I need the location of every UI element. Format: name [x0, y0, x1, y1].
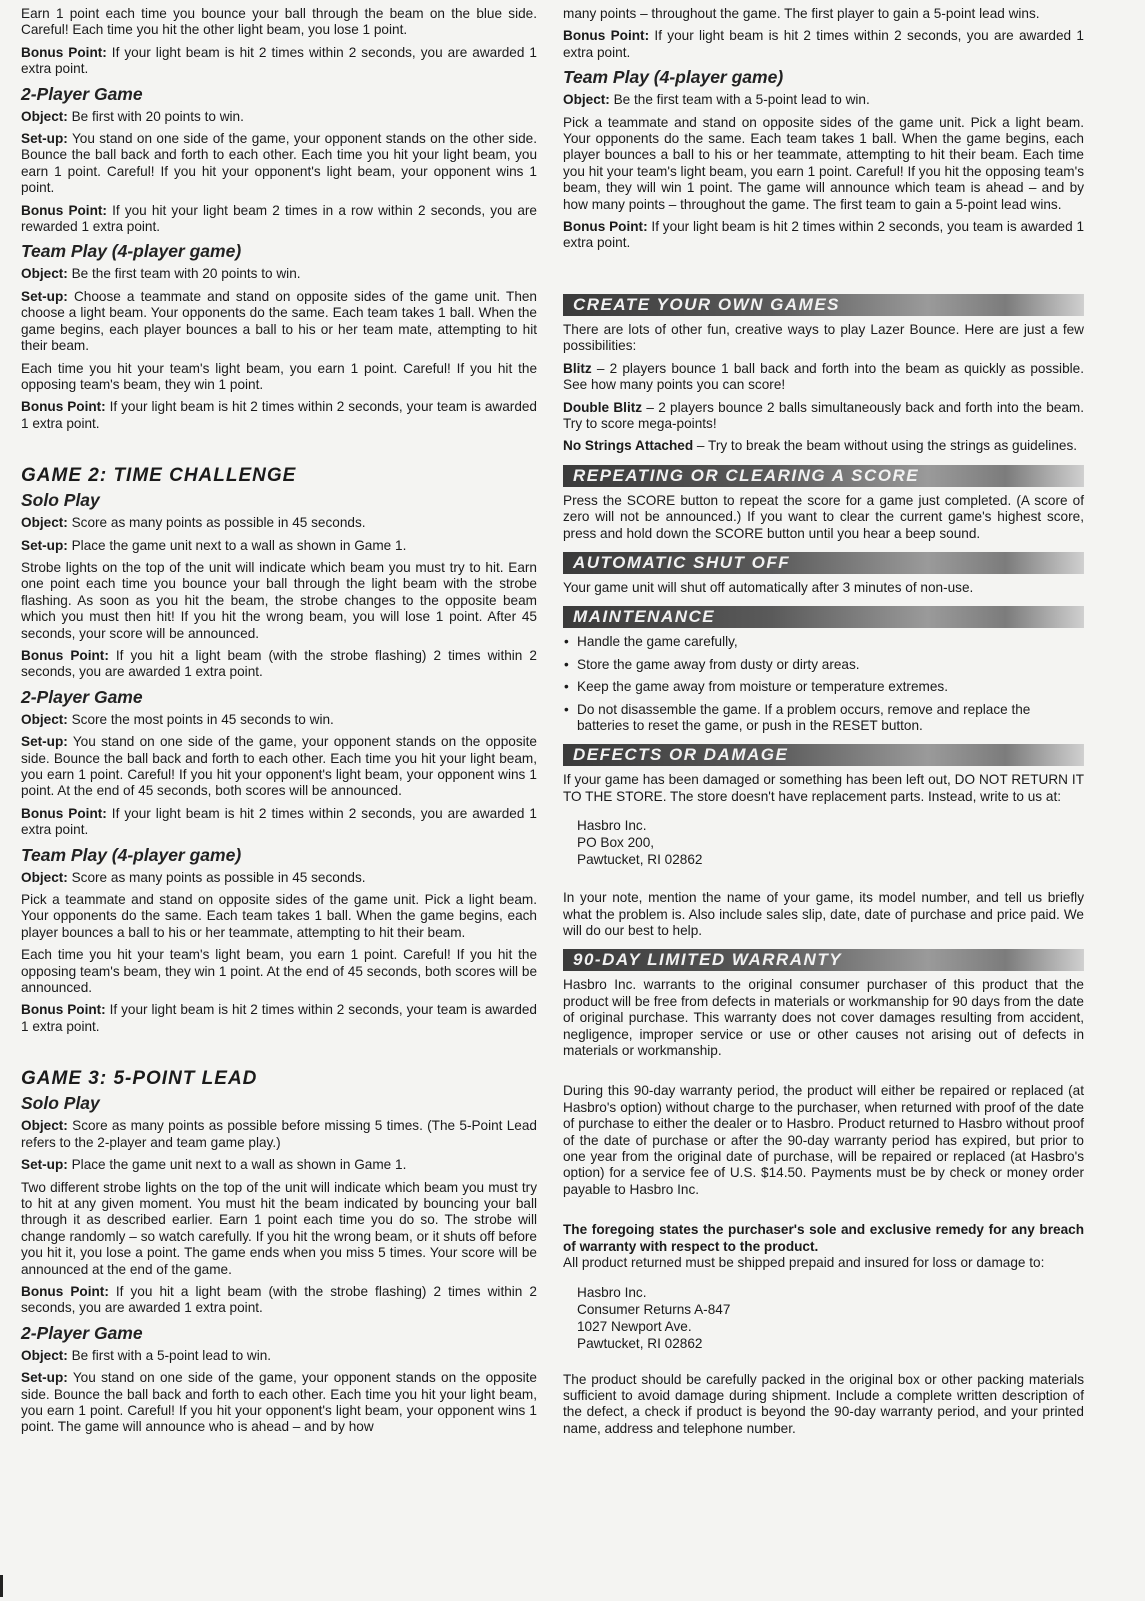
intro-text: Earn 1 point each time you bounce your ball through the beam on the blue side. Careful! Each time you hit the other light beam, you lose 1 point. — [21, 6, 537, 38]
list-item: • Keep the game away from moisture or temperature extremes. — [577, 679, 1084, 695]
game2-two-bonus: Bonus Point: If your light beam is hit 2 times within 2 seconds, you are awarded 1 extra point. — [21, 805, 537, 838]
g1-two-object: Object: Be first with 20 points to win. — [21, 108, 244, 124]
game3-solo-title: Solo Play — [21, 1093, 100, 1114]
maintenance-list — [563, 634, 1084, 734]
game2-team-object: Object: Score as many points as possible in 45 seconds. — [21, 869, 366, 885]
game3-two-title: 2-Player Game — [21, 1322, 143, 1343]
g1-team-setup: Set-up: Choose a teammate and stand on opposite sides of the game unit. Then choose a light beam. Your opponents do the same. Each team takes 1 ball. When the game begins, each player bounces a ball to his or her team mate, attempting to hit their beam. — [21, 288, 537, 354]
game2-two-object: Object: Score the most points in 45 seconds to win. — [21, 711, 334, 727]
defects-note: In your note, mention the name of your game, its model number, and tell us briefly what the problem is. Also include sales slip, date, date of purchase and price paid. We will do our best to help. — [563, 890, 1084, 938]
game2-two-setup: Set-up: You stand on one side of the game, your opponent stands on the opposite side. Bounce the ball back and forth to each other. Each time you hit your light beam, you earn 1 point. Careful! If you hit your opponent's light beam, your opponent wins 1 point. At the end of 45 seconds, both scores will be announced. — [21, 734, 537, 799]
game2-solo-setup: Set-up: Place the game unit next to a wall as shown in Game 1. — [21, 537, 407, 553]
game3-solo-setup: Set-up: Place the game unit next to a wall as shown in Game 1. — [21, 1157, 407, 1173]
create-intro: There are lots of other fun, creative ways to play Lazer Bounce. Here are just a few possibilities: — [563, 321, 1084, 354]
warranty-p1: Hasbro Inc. warrants to the original consumer purchaser of this product that the product will be free from defects in materials or workmanship for 90 days from the date of original purchase. This warranty does not cover damages resulting from accident, negligence, improper service or use or other causes not arising out of defects in materials or workmanship. — [563, 977, 1084, 1059]
create-blitz: Blitz – 2 players bounce 1 ball back and forth into the beam as quickly as possible. See how many points you can score! — [563, 360, 1084, 393]
address-line: Hasbro Inc. — [577, 1284, 647, 1300]
defects-address — [577, 817, 1084, 868]
game2-team-body1: Pick a teammate and stand on opposite sides of the game unit. Pick a light beam. Your opponents do the same. Each team takes 1 ball. When the game begins, each player bounces a ball to his or her teammate, attempting to hit their beam. — [21, 892, 537, 940]
address-line: 1027 Newport Ave. — [577, 1318, 692, 1334]
g1-two-bonus: Bonus Point: If you hit your light beam 2 times in a row within 2 seconds, you are rewarded 1 extra point. — [21, 202, 537, 235]
game3-title: GAME 3: 5-POINT LEAD — [21, 1068, 258, 1090]
list-item: • Handle the game carefully, — [577, 634, 1084, 650]
create-no-strings: No Strings Attached – Try to break the beam without using the strings as guidelines. — [563, 438, 1078, 454]
returns-address — [577, 1284, 1084, 1352]
shutoff-body: Your game unit will shut off automatically after 3 minutes of non-use. — [563, 579, 974, 595]
create-double-blitz: Double Blitz – 2 players bounce 2 balls simultaneously back and forth into the beam. Try to score mega-points! — [563, 399, 1084, 431]
defects-body: If your game has been damaged or something has been left out, DO NOT RETURN IT TO THE STORE. The store doesn't have replacement parts. Instead, write to us at: — [563, 772, 1084, 804]
address-line: Pawtucket, RI 02862 — [577, 1335, 703, 1351]
address-line: Consumer Returns A-847 — [577, 1301, 731, 1317]
g1-team-object: Object: Be the first team with 20 points to win. — [21, 266, 301, 282]
warranty-p2: During this 90-day warranty period, the product will either be repaired or replaced (at Hasbro's option) without charge to the purchaser, when returned with proof of the date of purchase to either the dealer or to Hasbro. Product returned to Hasbro without proof of the date of purchase or after the 90-day warranty period has expired, but prior to one year from the original date of purchase, will be repaired or replaced (at Hasbro's option) for a service fee of U.S. $14.50. Payments must be by check or money order payable to Hasbro Inc. — [563, 1083, 1084, 1197]
g1-team-title: Team Play (4-player game) — [21, 241, 242, 262]
game3-solo-body: Two different strobe lights on the top of the unit will indicate which beam you must try to hit at any given moment. You must hit the beam indicated by bouncing your ball through it as described earlier. Earn 1 point each time you do so. The strobe will change randomly – so watch carefully. If you hit the wrong beam, or it shuts off before you hit it, you lose a point. The game ends when you miss 5 times. Your score will be announced at the end of the game. — [21, 1179, 537, 1277]
repeat-score-body: Press the SCORE button to repeat the score for a game just completed. (A score of zero will not be announced.) If you want to clear the current game's highest score, press and hold down the SCORE button until you hear a beep sound. — [563, 492, 1084, 541]
shutoff-heading: AUTOMATIC SHUT OFF — [563, 552, 1084, 574]
game3-two-setup: Set-up: You stand on one side of the game, your opponent stands on the opposite side. Bounce the ball back and forth to each other. Each time you hit your light beam, you earn 1 point. Careful! If you hit your opponent's light beam, your opponent wins 1 point. The game will announce who is ahead – and by how — [21, 1370, 537, 1435]
game2-solo-bonus: Bonus Point: If you hit a light beam (with the strobe flashing) 2 times within 2 seconds, you are awarded 1 extra point. — [21, 647, 537, 680]
list-item: • Do not disassemble the game. If a problem occurs, remove and replace the batteries to reset the game, or push in the RESET button. — [577, 702, 1084, 735]
g1-two-player-title: 2-Player Game — [21, 83, 143, 104]
g1-two-setup: Set-up: You stand on one side of the game, your opponent stands on the other side. Bounce the ball back and forth to each other. Each time you hit your light beam, you earn 1 point. Careful! If you hit your opponent's light beam, your opponent wins 1 point. — [21, 131, 537, 196]
game2-solo-body: Strobe lights on the top of the unit will indicate which beam you must try to hit. Earn one point each time you bounce your ball through the light beam with the strobe flashing. As soon as you hit the beam, the strobe changes to the opposite beam which you must then hit! If you hit the wrong beam, you will lose 1 point. After 45 seconds, your score will be announced. — [21, 559, 537, 641]
address-line: PO Box 200, — [577, 835, 655, 851]
game3-solo-object: Object: Score as many points as possible before missing 5 times. (The 5-Point Lead refers to the 2-player and team game play.) — [21, 1118, 537, 1150]
g1-team-body: Each time you hit your team's light beam, you earn 1 point. Careful! If you hit the opposing team's beam, they win 1 point. — [21, 360, 537, 392]
left-column — [21, 6, 537, 1442]
game3-two-object: Object: Be first with a 5-point lead to win. — [21, 1347, 272, 1363]
list-item: • Store the game away from dusty or dirty areas. — [577, 657, 1084, 673]
game2-title: GAME 2: TIME CHALLENGE — [21, 465, 297, 487]
g3-team-title: Team Play (4-player game) — [563, 67, 784, 88]
warranty-remedy: The foregoing states the purchaser's sole and exclusive remedy for any breach of warranty with respect to the product. — [563, 1222, 1084, 1254]
right-continued-text: many points – throughout the game. The first player to gain a 5-point lead wins. — [563, 6, 1040, 21]
intro-bonus: Bonus Point: If your light beam is hit 2 times within 2 seconds, you are awarded 1 extra point. — [21, 44, 537, 77]
scan-edge-mark — [0, 1575, 3, 1597]
g3-team-bonus: Bonus Point: If your light beam is hit 2 times within 2 seconds, you team is awarded 1 extra point. — [563, 219, 1084, 251]
game2-team-body2: Each time you hit your team's light beam, you earn 1 point. Careful! If you hit the opposing team's beam, they win 1 point. At the end of 45 seconds, both scores will be announced. — [21, 947, 537, 996]
address-line: Hasbro Inc. — [577, 818, 647, 834]
game2-team-title: Team Play (4-player game) — [21, 844, 242, 865]
g3-team-object: Object: Be the first team with a 5-point lead to win. — [563, 92, 870, 108]
right-column — [563, 6, 1084, 1443]
game2-solo-title: Solo Play — [21, 490, 100, 511]
g3-team-body: Pick a teammate and stand on opposite sides of the game unit. Pick a light beam. Your opponents do the same. Each team takes 1 ball. When the game begins, each player bounces a ball to his or her teammate, attempting to hit their beam. Each time you hit your team's light beam, you earn 1 point. Careful! If you hit the opposing team's beam, they will win 1 point. The game will announce which team is ahead – and by how many points – throughout the game. The first team to gain a 5-point lead wins. — [563, 114, 1084, 212]
game2-solo-object: Object: Score as many points as possible in 45 seconds. — [21, 515, 366, 531]
game2-two-title: 2-Player Game — [21, 686, 143, 707]
warranty-heading: 90-DAY LIMITED WARRANTY — [563, 949, 1084, 971]
right-continued-bonus: Bonus Point: If your light beam is hit 2 times within 2 seconds, you are awarded 1 extra point. — [563, 28, 1084, 60]
create-games-heading: CREATE YOUR OWN GAMES — [563, 294, 1084, 316]
defects-heading: DEFECTS OR DAMAGE — [563, 744, 1084, 766]
maintenance-heading: MAINTENANCE — [563, 606, 1084, 628]
game2-team-bonus: Bonus Point: If your light beam is hit 2 times within 2 seconds, your team is awarded 1 extra point. — [21, 1002, 537, 1034]
game3-solo-bonus: Bonus Point: If you hit a light beam (with the strobe flashing) 2 times within 2 seconds, you are awarded 1 extra point. — [21, 1283, 537, 1316]
warranty-final: The product should be carefully packed in the original box or other packing materials sufficient to avoid damage during shipment. Include a complete written description of the defect, a check if product is beyond the 90-day warranty period, and your printed name, address and telephone number. — [563, 1371, 1084, 1436]
repeat-score-heading: REPEATING OR CLEARING A SCORE — [563, 465, 1084, 487]
g1-team-bonus: Bonus Point: If your light beam is hit 2 times within 2 seconds, your team is awarded 1 extra point. — [21, 399, 537, 431]
warranty-ship: All product returned must be shipped prepaid and insured for loss or damage to: — [563, 1255, 1045, 1271]
address-line: Pawtucket, RI 02862 — [577, 852, 703, 868]
